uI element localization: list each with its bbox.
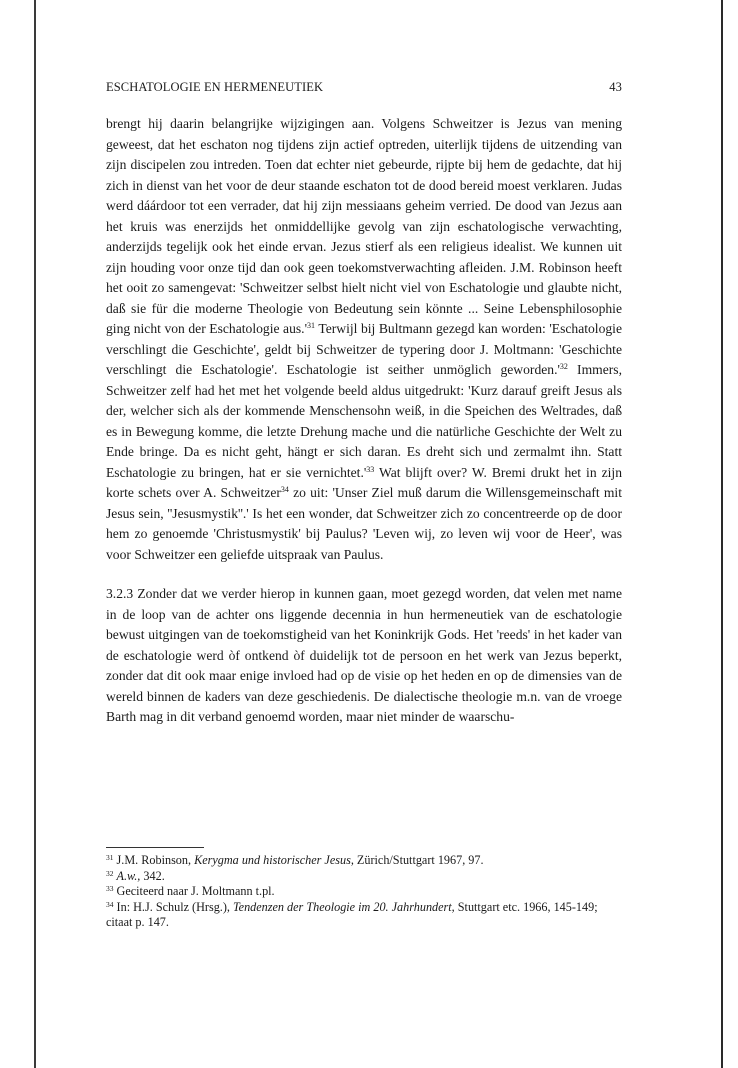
footnote: [106, 900, 622, 931]
running-head: [106, 80, 622, 95]
running-title: ESCHATOLOGIE EN HERMENEUTIEK: [106, 80, 324, 94]
footnote-title: Kerygma und historischer Jesus,: [194, 853, 354, 867]
page-edge-left: [34, 0, 36, 1068]
footnotes: [106, 853, 622, 931]
footnote-text: Geciteerd naar J. Moltmann t.pl.: [113, 884, 275, 899]
paragraph: [106, 114, 622, 565]
body-text: [106, 114, 622, 728]
footnote: [106, 853, 622, 869]
page-edge-right: [721, 0, 723, 1068]
footnote-number: 31: [106, 853, 114, 862]
footnote-rule: [106, 847, 204, 848]
footnote-text: Zürich/Stuttgart 1967, 97.: [353, 853, 484, 867]
footnote-number: 33: [106, 884, 114, 894]
footnote-ref-32: 32: [559, 362, 568, 371]
footnote-number: 34: [106, 899, 114, 909]
footnote-title: A.w.,: [116, 868, 141, 883]
footnote-ref-33: 33: [366, 464, 375, 474]
footnote-text: Stuttgart etc. 1966, 145-149; citaat p. 147.: [106, 899, 598, 930]
footnote-number: 32: [106, 868, 114, 878]
paragraph-3-2-3: 3.2.3 Zonder dat we verder hierop in kunnen gaan, moet gezegd worden, dat velen met name in de loop van de achter ons liggende decennia in hun hermeneutiek van de eschatologie bewust uitgingen van de toekomstigheid van het Koninkrijk Gods. Het 'reeds' in het kader van de eschatologie werd òf ontkend òf duidelijk tot de persoon en het werk van Jezus beperkt, zonder dat dit ook maar enige invloed had op de visie op het heden en op de dimensies van de wereld binnen de kaders van deze geschiedenis. De dialectische theologie m.n. van de vroege Barth mag in dit verband genoemd worden, maar niet minder de waarschu-: [106, 586, 622, 724]
text-run: Terwijl bij Bultmann gezegd kan worden: 'Eschatologie verschlingt die Geschichte', geldt bij Schweitzer de typering door J. Moltmann: 'Geschichte verschlingt die Eschatologie'. Eschatologie ist seither unmöglich geworden.': [106, 321, 622, 377]
text-run: Immers, Schweitzer zelf had het met het volgende beeld aldus uitgedrukt: 'Kurz darauf greift Jesus als der, welcher sich als der kommende Menschensohn weiß, in die Speichen des Weltrades, daß es in Bewegung komme, die letzte Drehung mache und die natürliche Geschichte der Welt zu Ende bringe. Da es nicht geht, hängt er sich daran. Es dreht sich und zermalmt ihn. Statt Eschatologie zu bringen, hat er sie vernichtet.': [106, 362, 622, 480]
page-number: 43: [609, 80, 622, 94]
footnote: [106, 884, 622, 900]
text-run: Wat blijft over? W. Bremi drukt het in zijn korte schets over A. Schweitzer: [106, 464, 622, 500]
text-run: zo uit: 'Unser Ziel muß darum die Willensgemeinschaft mit Jesus sein, ''Jesusmystik''.' Is het een wonder, dat Schweitzer zich zo concentreerde op de door hem zo genoemde 'Christusmystik' bij Paulus? 'Leven wij, zo leven wij voor de Heer', was voor Schweitzer een geliefde uitspraak van Paulus.: [106, 485, 622, 562]
footnote-text: J.M. Robinson,: [113, 853, 195, 867]
footnote-text: In: H.J. Schulz (Hrsg.),: [113, 899, 233, 914]
footnote-ref-31: 31: [307, 321, 316, 330]
footnote-text: 342.: [140, 868, 165, 883]
footnote-ref-34: 34: [280, 485, 289, 494]
footnote-title: Tendenzen der Theologie im 20. Jahrhundert,: [233, 899, 455, 914]
footnote: [106, 869, 622, 885]
text-run: brengt hij daarin belangrijke wijzigingen aan. Volgens Schweitzer is Jezus van mening geweest, dat het eschaton nog tijdens zijn actief optreden, uiterlijk tijdens de uitzending van zijn discipelen zou intreden. Toen dat echter niet gebeurde, rijpte bij hem de gedachte, dat hij zich in dienst van het voor de deur staande eschaton tot de dood bereid moest verklaren. Judas werd dáárdoor tot een verrader, dat hij zijn messiaans geheim verried. De dood van Jezus aan het kruis was enerzijds het onmiddellijke gevolg van zijn eschatologische verwachting, anderzijds tegelijk ook het einde ervan. Jezus stierf als een religieus idealist. We kunnen uit zijn houding voor onze tijd dan ook geen toekomstverwachting afleiden. J.M. Robinson heeft het ooit zo samengevat: 'Schweitzer selbst hielt nicht viel von Eschatologie und glaubte nicht, daß sie für die moderne Theologie von Bedeutung sein könnte ... Seine Lebensphilosophie ging nicht von der Eschatologie aus.': [106, 116, 622, 336]
